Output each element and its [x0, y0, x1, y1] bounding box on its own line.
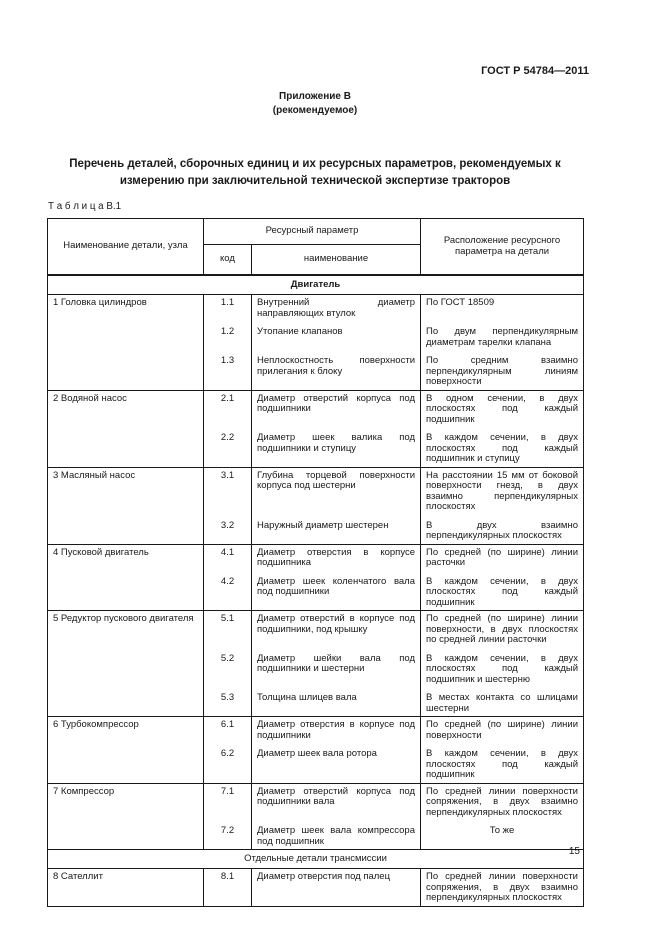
param-code-cell: 4.2: [204, 571, 252, 611]
location-cell: В каждом сечении, в двух плоскостях под каждый подшипник: [421, 571, 584, 611]
appendix-heading: [47, 90, 583, 118]
param-code-cell: 6.1: [204, 717, 252, 744]
param-code-cell: 2.1: [204, 390, 252, 427]
location-cell: В каждом сечении, в двух плоскостях под каждый подшипник: [421, 743, 584, 783]
part-name-cell: 4 Пусковой двигатель: [48, 544, 204, 611]
param-code-cell: 5.3: [204, 687, 252, 717]
table-head: [48, 219, 584, 276]
location-cell: По ГОСТ 18509: [421, 295, 584, 322]
location-cell: По средней линии поверхности сопряжения, в двух взаимно перпендикулярных плоскостях: [421, 783, 584, 820]
location-cell: В каждом сечении, в двух плоскостях под каждый подшипник и шестерню: [421, 648, 584, 688]
param-code-cell: 6.2: [204, 743, 252, 783]
table-row: [48, 295, 584, 322]
param-code-cell: 1.2: [204, 321, 252, 350]
param-code-cell: 5.2: [204, 648, 252, 688]
param-code-cell: 3.2: [204, 515, 252, 545]
location-cell: В одном сечении, в двух плоскостях под каждый подшипник: [421, 390, 584, 427]
part-name-cell: 1 Головка цилиндров: [48, 295, 204, 391]
page-number: 15: [568, 846, 580, 857]
document-title-text: Перечень деталей, сборочных единиц и их ресурсных параметров, рекомендуемых к измерению при заключительной технической экспертизе тракторов: [69, 158, 561, 187]
param-name-cell: Диаметр отверстия в корпусе под подшипники: [252, 717, 421, 744]
table-row: [48, 717, 584, 744]
header-param-group: Ресурсный параметр: [204, 219, 421, 245]
param-name-cell: Наружный диаметр шестерен: [252, 515, 421, 545]
location-cell: По средним взаимно перпендикулярным линиям поверхности: [421, 350, 584, 390]
param-name-cell: Диаметр отверстий корпуса под подшипники вала: [252, 783, 421, 820]
table-row: [48, 783, 584, 820]
param-name-cell: Диаметр шеек валика под подшипники и ступицу: [252, 427, 421, 467]
location-cell: По средней линии поверхности сопряжения, в двух взаимно перпендикулярных плоскостях: [421, 869, 584, 907]
part-name-cell: 8 Сателлит: [48, 869, 204, 907]
header-code: код: [204, 245, 252, 276]
parameters-table: [47, 218, 584, 907]
param-code-cell: 2.2: [204, 427, 252, 467]
location-cell: На расстоянии 15 мм от боковой поверхности гнезд, в двух взаимно перпендикулярных плоскостях: [421, 467, 584, 515]
param-name-cell: Утопание клапанов: [252, 321, 421, 350]
location-cell: В местах контакта со шлицами шестерни: [421, 687, 584, 717]
part-name-cell: 2 Водяной насос: [48, 390, 204, 467]
part-name-cell: 6 Турбокомпрессор: [48, 717, 204, 784]
table-row: [48, 390, 584, 427]
param-name-cell: Диаметр шейки вала под подшипники и шестерни: [252, 648, 421, 688]
param-name-cell: Диаметр шеек вала ротора: [252, 743, 421, 783]
location-cell: То же: [421, 820, 584, 850]
location-cell: По средней (по ширине) линии расточки: [421, 544, 584, 571]
param-name-cell: Диаметр отверстий в корпусе под подшипники, под крышку: [252, 611, 421, 648]
location-cell: В каждом сечении, в двух плоскостях под каждый подшипник и ступицу: [421, 427, 584, 467]
param-code-cell: 1.3: [204, 350, 252, 390]
appendix-line1: Приложение В: [279, 91, 351, 102]
part-name-cell: 7 Компрессор: [48, 783, 204, 850]
param-name-cell: Диаметр отверстия в корпусе подшипника: [252, 544, 421, 571]
table-container: [47, 218, 584, 907]
section-title: Двигатель: [48, 275, 584, 295]
table-row: [48, 869, 584, 907]
param-code-cell: 4.1: [204, 544, 252, 571]
table-label: Т а б л и ц а В.1: [48, 201, 122, 212]
part-name-cell: 3 Масляный насос: [48, 467, 204, 544]
section-row: [48, 275, 584, 295]
param-code-cell: 5.1: [204, 611, 252, 648]
param-code-cell: 1.1: [204, 295, 252, 322]
param-code-cell: 8.1: [204, 869, 252, 907]
header-part-name: Наименование детали, узла: [48, 219, 204, 276]
part-name-cell: 5 Редуктор пускового двигателя: [48, 611, 204, 717]
header-location: Расположение ресурсного параметра на детали: [421, 219, 584, 276]
table-body: [48, 275, 584, 906]
param-name-cell: Диаметр шеек коленчатого вала под подшипники: [252, 571, 421, 611]
param-name-cell: Диаметр отверстия под палец: [252, 869, 421, 907]
table-row: [48, 467, 584, 515]
param-name-cell: Внутренний диаметр направляющих втулок: [252, 295, 421, 322]
appendix-line2: (рекомендуемое): [272, 105, 358, 116]
table-row: [48, 544, 584, 571]
location-cell: По средней (по ширине) линии поверхности: [421, 717, 584, 744]
document-code: ГОСТ Р 54784—2011: [481, 65, 589, 77]
param-name-cell: Диаметр шеек вала компрессора под подшипник: [252, 820, 421, 850]
param-code-cell: 3.1: [204, 467, 252, 515]
param-code-cell: 7.1: [204, 783, 252, 820]
table-row: [48, 611, 584, 648]
location-cell: В двух взаимно перпендикулярных плоскостях: [421, 515, 584, 545]
section-title: Отдельные детали трансмиссии: [48, 850, 584, 869]
document-title: [47, 156, 583, 189]
param-code-cell: 7.2: [204, 820, 252, 850]
header-param-name: наименование: [252, 245, 421, 276]
param-name-cell: Неплоскостность поверхности прилегания к блоку: [252, 350, 421, 390]
location-cell: По средней (по ширине) линии поверхности, в двух плоскостях по средней линии расточки: [421, 611, 584, 648]
param-name-cell: Диаметр отверстий корпуса под подшипники: [252, 390, 421, 427]
header-row-top: [48, 219, 584, 245]
param-name-cell: Толщина шлицев вала: [252, 687, 421, 717]
param-name-cell: Глубина торцевой поверхности корпуса под шестерни: [252, 467, 421, 515]
location-cell: По двум перпендикулярным диаметрам тарелки клапана: [421, 321, 584, 350]
